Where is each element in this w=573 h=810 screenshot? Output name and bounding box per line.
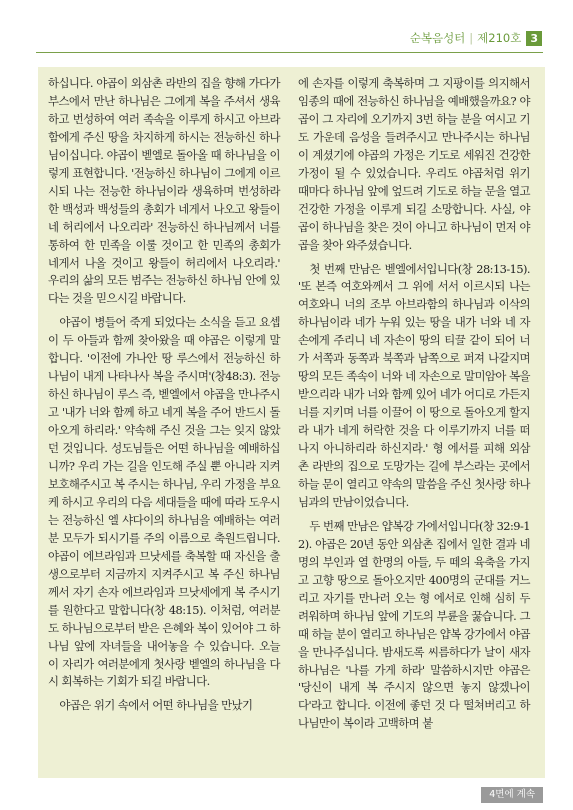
paragraph: 야곱은 위기 속에서 어떤 하나님을 만났기 [59, 698, 253, 713]
paragraph: 하십니다. 야곱이 외삼촌 라반의 집을 향해 가다가 부스에서 만난 하나님은 그에게 복을 주셔서 생육하고 번성하여 여러 족속을 이루게 하시고 아브라함에게 주신 땅을 차지하게 하시는 전능하신 하나님이십니다. 야곱이 벧엘로 돌아올 때 하나님을 이렇게 표현합니다. '전능하신 하나님이 그에게 이르시되 나는 전능한 하나님이라 생육하며 번성하라 한 백성과 백성들의 총회가 네게서 나오고 왕들이 네 허리에서 나오리라' 전능하신 하나님께서 너를 통하여 한 민족을 이룰 것이고 한 민족의 총회가 네게서 나올 것이고 왕들이 허리에서 나오리라.' 우리의 삶의 모든 범주는 전능하신 하나님 안에 있다는 것을 믿으시길 바랍니다. [48, 76, 280, 306]
page-number-badge: 3 [526, 31, 542, 46]
paragraph: 야곱이 병들어 죽게 되었다는 소식을 듣고 요셉이 두 아들과 함께 찾아왔을 때 야곱은 이렇게 말합니다. '이전에 가나안 땅 루스에서 전능하신 하나님이 내게 나타나사 복을 주시며'(창48:3). 전능하신 하나님이 루스 즉, 벧엘에서 야곱을 만나주시고 '내가 너와 함께 하고 네게 복을 주어 반드시 돌아오게 하리라.' 약속해 주신 것을 그는 잊지 않았던 것입니다. 성도님들은 어떤 하나님을 예배하십니까? 우리 가는 길을 인도해 주실 뿐 아니라 지켜 보호해주시고 복 주시는 하나님, 우리 가정을 부요케 하시고 우리의 다음 세대들을 때에 따라 도우시는 전능하신 엘 샤다이의 하나님을 예배하는 여러분 모두가 되시기를 주의 이름으로 축원드립니다. 야곱이 에브라임과 므낫세를 축복할 때 자신을 출생으로부터 지금까지 지켜주시고 복 주신 하나님께서 자기 손자 에브라임과 므낫세에게 복 주시기를 원한다고 말합니다(창 48:15). 이처럼, 여러분도 하나님으로부터 받은 은혜와 복이 있어야 그 하나님 앞에 자녀들을 내어놓을 수 있습니다. 오늘 이 자리가 여러분에게 첫사랑 벧엘의 하나님을 다시 회복하는 기회가 되길 바랍니다. [48, 315, 280, 689]
paragraph: 첫 번째 만남은 벧엘에서입니다(창 28:13-15). '또 본즉 여호와께서 그 위에 서서 이르시되 나는 여호와니 너의 조부 아브라함의 하나님과 이삭의 하나님이라 네가 누워 있는 땅을 내가 너와 네 자손에게 주리니 네 자손이 땅의 티끌 같이 되어 너가 서쪽과 동쪽과 북쪽과 남쪽으로 퍼져 나갈지며 땅의 모든 족속이 너와 네 자손으로 말미암아 복을 받으리라 내가 너와 함께 있어 네가 어디로 가든지 너를 지키며 너를 이끌어 이 땅으로 돌아오게 할지라 내가 네게 허락한 것을 다 이루기까지 너를 떠나지 아니하리라 하신지라.' 형 에서를 피해 외삼촌 라반의 집으로 도망가는 길에 부스라는 곳에서 하늘 문이 열리고 약속의 말씀을 주신 첫사랑 하나님과의 만남이었습니다. [298, 261, 530, 509]
page-header [410, 30, 542, 46]
paragraph: 두 번째 만남은 얍복강 가에서입니다(창 32:9-12). 야곱은 20년 동안 외삼촌 집에서 일한 결과 네 명의 부인과 열 한명의 아들, 두 떼의 육축을 가지고 고향 땅으로 돌아오지만 400명의 군대를 거느리고 자기를 만나러 오는 형 에서로 인해 심히 두려워하며 하나님 앞에 기도의 부륜을 꿇습니다. 그때 하늘 분이 열리고 하나님은 얍복 강가에서 야곱을 만나주십니다. 밤새도록 씨름하다가 날이 새자 하나님은 '나를 가게 하라' 말씀하시지만 야곱은 '당신이 내게 복 주시지 않으면 놓지 않겠나이다'라고 합니다. 이전에 좋던 것 다 떨쳐버리고 하나님만이 복이라 고백하며 붙 [298, 518, 530, 731]
publication-name: 순복음성터 [409, 31, 466, 45]
header-separator: | [469, 31, 474, 45]
left-column [48, 75, 280, 715]
issue-number: 제210호 [477, 31, 522, 45]
paragraph: 에 손자를 이렇게 축복하며 그 지팡이를 의지해서 임종의 때에 전능하신 하나님을 예배했을까요? 야곱이 그 자리에 오기까지 3번 하늘 분을 여시고 기도 가운데 음성을 들려주시고 만나주시는 하나님이 계셨기에 야곱의 가정은 기도로 세워진 건강한 가정이 될 수 있었습니다. 우리도 야곱처럼 위기 때마다 하나님 앞에 엎드려 기도로 하늘 문을 열고 건강한 가정을 이루게 되길 소망합니다. 사실, 야곱이 하나님을 찾은 것이 아니고 하나님이 먼저 야곱을 찾아 와주셨습니다. [298, 76, 530, 252]
continuation-tag: 4면에 계속 [481, 787, 543, 803]
article-panel [38, 67, 545, 778]
right-column [298, 75, 530, 733]
header-rule [36, 52, 543, 53]
